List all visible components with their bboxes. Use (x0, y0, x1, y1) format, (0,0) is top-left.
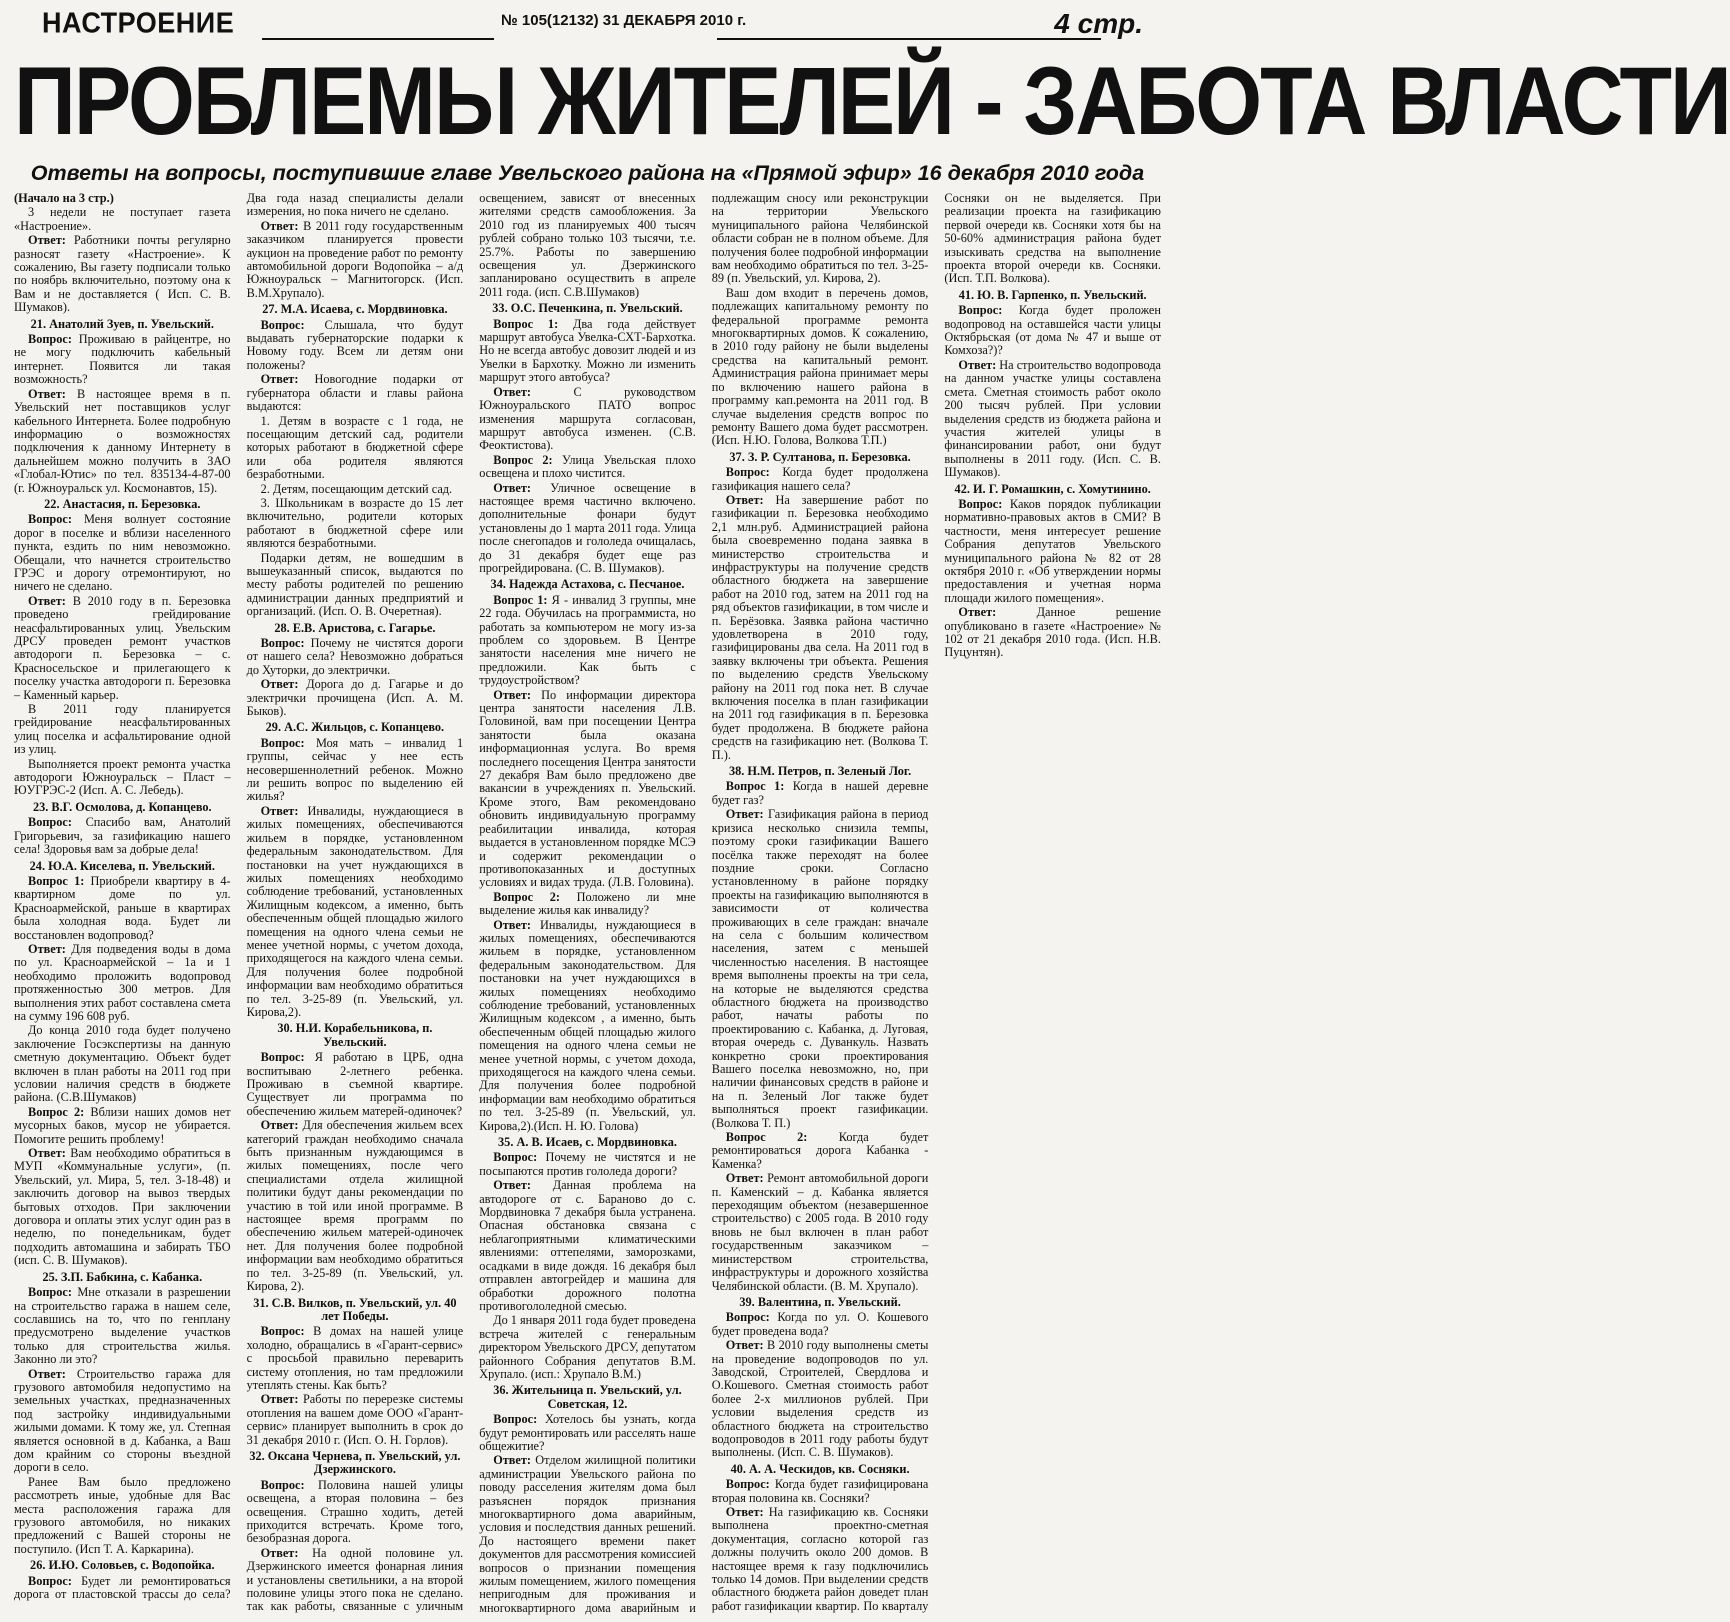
paragraph-label: Ответ: (493, 480, 532, 495)
paragraph-label: Ответ: (28, 1366, 66, 1381)
article-paragraph (247, 1119, 464, 1293)
article-paragraph (712, 1339, 929, 1460)
paragraph-text: На одной половине ул. Дзержинского имеется фонарная линия и установлены светильники, а на второй половине улицы этого пока не сделано. так как работы, связанные с уличным освещением, зависят от внесенных жителями средств самообложения. За 2010 год из планируемых 400 тысяч рублей собрано только 103 тысячи, т.е. 25.7%. Работы по завершению освещения ул. Дзержинского запланировано осуществить в апреле 2011 года. (исп. С.В.Шумаков) (246, 191, 696, 1614)
question-heading: 34. Надежда Астахова, с. Песчаное. (490, 577, 685, 592)
question-heading: 26. И.Ю. Соловьев, с. Водопойка. (30, 1558, 215, 1573)
paragraph-label: Ответ: (958, 605, 997, 620)
article-paragraph (479, 919, 696, 1134)
paragraph-text: Улица Увельская плохо освещена и плохо чистится. (479, 452, 696, 481)
paragraph-label: Ответ: (725, 492, 764, 507)
paragraph-label: Вопрос 2: (28, 1104, 85, 1119)
article-paragraph (712, 808, 929, 1130)
paragraph-text: Ремонт автомобильной дороги п. Каменский – д. Кабанка является переходящим объектом (незавершенное строительство) с 2005 года. В 2010 году вновь не был включен в план работ государственным заказчиком – министерством строительства, инфраструктуры и дорожного хозяйства Челябинской области. (В. М. Хрупало). (711, 1171, 929, 1293)
article-paragraph (247, 737, 464, 804)
paragraph-text: На строительство водопровода на данном участке улицы составлена смета. Сметная стоимость работ около 200 тысяч рублей. При условии выделения средств из бюджета района и участия жителей улицы в финансировании работ, они будут выполнены в 2011 году. (Исп. С. В. Шумаков). (944, 357, 1161, 480)
question-heading: 36. Жительница п. Увельский, ул. Советская, 12. (493, 1383, 682, 1411)
article-paragraph (247, 415, 464, 482)
paragraph-label: Ответ: (260, 372, 299, 387)
paragraph-text: В 2011 году планируется грейдирование неасфальтированных улиц поселка и асфальтирование одной из улиц. (14, 702, 231, 757)
article-paragraph (712, 287, 929, 448)
paragraph-text: Спасибо вам, Анатолий Григорьевич, за газификацию нашего села! Здоровья вам за добрые дела! (14, 815, 231, 857)
paragraph-text: Слышала, что будут выдавать губернаторские подарки к Новому году. Всем ли детям они положены? (246, 317, 464, 372)
paragraph-text: Для обеспечения жильем всех категорий граждан необходимо сначала быть признанным нуждающимся в жилых помещениях, после чего специалистами отдела жилищной политики будут даны рекомендации по участию в той или иной программе. В настоящее время программ по обеспечению жильем матерей-одиночек нет. Для получения более подробной информации вам необходимо обратиться по тел. 3-25-89 (п. Увельский, ул. Кирова, 2). (246, 1118, 464, 1294)
article-paragraph (479, 1413, 696, 1453)
paragraph-text: На газификацию кв. Сосняки выполнена проектно-сметная документация, согласно которой газ должны получить около 200 домов. В настоящее время к газу подключились только 14 домов. При выделении средств областного бюджета район доведет план работ газификации квартир. По кварталу Сосняки он не выделяется. При реализации проекта на газификацию первой очереди кв. Сосняки хотя бы на 50-60% администрация района будет изыскивать средства на выполнение проекта второй очереди кв. Сосняки. (Исп. Т.П. Волкова). (711, 191, 1161, 1613)
paragraph-label: Вопрос 1: (725, 779, 785, 794)
paragraph-label: Вопрос 1: (493, 592, 548, 607)
paragraph-text: Отделом жилищной политики администрации Увельского района по поводу расселения жителям дома был разъяснен порядок признания многоквартирного дома аварийным, условия и последствия данных решений. До настоящего времени пакет документов для рассмотрения комиссией вопросов о признании помещения жилым помещением, жилого помещения непригодным для проживания и многоквартирного дома аварийным и подлежащим сносу или реконструкции на территории Увельского муниципального района Челябинской области собран не в полном объеме. Для получения более подробной информации вам необходимо обратиться по тел. 3-25-89 (п. Увельский, ул. Кирова, 2). (479, 191, 929, 1615)
article-body (14, 192, 1161, 1622)
paragraph-label: Вопрос: (28, 1573, 72, 1588)
question-heading: 40. А. А. Ческидов, кв. Сосняки. (730, 1461, 910, 1476)
paragraph-text: Приобрели квартиру в 4-квартирном доме по ул. Красноармейской, раньше в квартирах была холодная вода. Будет ли восстановлен водопровод? (14, 873, 231, 942)
paragraph-label: Ответ: (725, 1505, 764, 1519)
question-heading: 35. А. В. Исаев, с. Мордвиновка. (498, 1135, 677, 1150)
article-paragraph (14, 875, 231, 942)
question-heading: 37. З. Р. Султанова, п. Березовка. (729, 449, 911, 464)
paragraph-label: Вопрос 1: (28, 873, 85, 888)
paragraph-label: Вопрос: (260, 1324, 305, 1339)
article-paragraph (14, 513, 231, 593)
paragraph-text: Данная проблема на автодороге от с. Бараново до с. Мордвиновка 7 декабря была устранена. Опасная обстановка связана с неблагоприятными климатическими явлениями: оттепелями, заморозками, осадками в виде дождя. 16 декабря был отправлен автогрейдер и машина для обработки дорожного полотна противогололедной смесью. (479, 1178, 696, 1313)
question-heading: 28. Е.В. Аристова, с. Гагарье. (274, 620, 436, 635)
paragraph-text: Положено ли мне выделение жилья как инвалиду? (479, 889, 696, 918)
paragraph-text: С руководством Южноуральского ПАТО вопрос изменения маршрута согласован, маршрут автобуса изменен. (С.В. Феоктистова). (479, 384, 696, 453)
question-heading: 38. Н.М. Петров, п. Зеленый Лог. (728, 764, 912, 779)
paragraph-text: Каков порядок публикации нормативно-правовых актов в СМИ? В частности, меня интересует решение Собрания депутатов Увельского муниципального района № 82 от 28 октября 2010 г. «Об утверждении нормы предоставления и учетная норма площади жилого помещения». (944, 496, 1161, 605)
paragraph-text: До 1 января 2011 года будет проведена встреча жителей с генеральным директором Увельского ДРСУ, депутатом районного Собрания депутатов В.М. Хрупало. (исп.: Хрупало В.М.) (479, 1313, 696, 1381)
question-heading: 39. Валентина, п. Увельский. (739, 1294, 901, 1309)
paragraph-text: 2. Детям, посещающим детский сад. (260, 481, 453, 496)
paragraph-label: Ответ: (260, 803, 299, 818)
question-heading: 27. М.А. Исаева, с. Мордвиновка. (262, 302, 448, 317)
question-heading: 23. В.Г. Осмолова, д. Копанцево. (32, 799, 212, 814)
article-paragraph (247, 220, 464, 300)
question-heading: 30. Н.И. Корабельникова, п. Увельский. (277, 1021, 433, 1049)
paragraph-text: В 2010 году выполнены сметы на проведение водопроводов по ул. Заводской, Строителей, Свердлова и О.Кошевого. Сметная стоимость работ более 2-х миллионов рублей. При условии выделения средств из областного бюджета на строительство водопроводов в 2011 году работы будут выполнены. (Исп. С. В. Шумаков). (711, 1338, 929, 1460)
paragraph-text: 3 недели не поступает газета «Настроение». (14, 205, 231, 233)
paragraph-label: Вопрос: (493, 1412, 538, 1427)
paragraph-label: Ответ: (493, 1453, 532, 1468)
paragraph-label: Вопрос 2: (725, 1130, 808, 1145)
paragraph-text: Когда в нашей деревне будет газ? (711, 779, 929, 807)
question-heading: 29. А.С. Жильцов, с. Копанцево. (265, 720, 445, 735)
paragraph-text: До конца 2010 года будет получено заключение Госэкспертизы на данную сметную документацию. Объект будет включен в план работы на 2011 год при условии наличия средств в бюджете района. (С.В.Шумаков) (14, 1023, 231, 1105)
article-paragraph (712, 780, 929, 807)
paragraph-text: Когда будет продолжена газификация нашего села? (711, 465, 929, 493)
article-paragraph (247, 483, 464, 496)
paragraph-text: В настоящее время в п. Увельский нет поставщиков услуг кабельного Интернета. Более подробную информацию о возможностях подключения к данному Интернету в дальнейшем можно получить в ЗАО «Глобал-Ютис» по тел. 835134-4-87-00 (г. Южноуральск ул. Космонавтов, 15). (14, 386, 231, 495)
paragraph-label: Вопрос: (958, 303, 1003, 318)
article-paragraph (247, 1393, 464, 1447)
paragraph-text: Когда по ул. О. Кошевого будет проведена вода? (711, 1310, 929, 1338)
article-paragraph (247, 373, 464, 413)
paragraph-text: Подарки детям, не вошедшим в вышеуказанный список, выдаются по месту работы родителей по решению администрации данных предприятий и организаций. (Исп. О. В. Очеретная). (246, 550, 464, 619)
article-paragraph (712, 1131, 929, 1171)
question-heading: 33. О.С. Печенкина, п. Увельский. (492, 301, 683, 316)
paragraph-label: Ответ: (493, 687, 532, 702)
paragraph-text: Будет ли ремонтироваться дорога от пластовской трассы до села? Два года назад специалисты делали измерения, но пока ничего не сделано. (14, 191, 464, 1602)
paragraph-label: Вопрос: (260, 636, 305, 650)
question-heading: 31. С.В. Вилков, п. Увельский, ул. 40 лет Победы. (253, 1295, 457, 1323)
paragraph-label: Ответ: (725, 1171, 764, 1186)
paragraph-label: Ответ: (28, 941, 66, 956)
paragraph-text: Мне отказали в разрешении на строительство гаража в нашем селе, сославшись на то, что по генплану предусмотрено выделение участков только для строительства жилья. Законно ли это? (14, 1285, 231, 1367)
article-paragraph (479, 482, 696, 576)
paragraph-label: Вопрос: (28, 1285, 72, 1300)
question-heading: 21. Анатолий Зуев, п. Увельский. (30, 316, 214, 331)
paragraph-text: Работники почты регулярно разносят газету «Настроение». К сожалению, Вы газету подписали только по ноябрь включительно, поэтому она к Вам и не доставляется ( Исп. С. В. Шумаков). (14, 233, 231, 315)
article-paragraph (479, 594, 696, 688)
article-paragraph (14, 1147, 231, 1268)
paragraph-label: Вопрос 2: (493, 452, 553, 467)
start-note: (Начало на 3 стр.) (14, 191, 114, 205)
article-paragraph (14, 234, 231, 314)
article-paragraph (479, 1314, 696, 1381)
article-paragraph (14, 1476, 231, 1556)
paragraph-label: Вопрос: (725, 465, 770, 480)
page-number: 4 стр. (1054, 8, 1143, 39)
paragraph-text: Дорога до д. Гагарье и до электрички прочищена (Исп. А. М. Быков). (246, 677, 464, 719)
paragraph-label: Ответ: (260, 1118, 299, 1133)
article-paragraph (944, 359, 1161, 480)
article-paragraph (14, 758, 231, 798)
article-paragraph (247, 497, 464, 551)
paragraph-text: В домах на нашей улице холодно, обращались в «Гарант-сервис» с просьбой правильно переварить систему отопления, но там предложили утеплять стены. Как быть? (246, 1324, 464, 1392)
article-paragraph (247, 1051, 464, 1118)
paragraph-text: Когда будет газифицирована вторая половина кв. Сосняки? (711, 1477, 929, 1505)
paragraph-label: Ответ: (493, 1178, 532, 1193)
paragraph-text: Работы по перерезке системы отопления на вашем доме ООО «Гарант-сервис» планирует выполнить в срок до 31 декабря 2010 г. (Исп. О. Н. Горлов). (246, 1392, 464, 1447)
paragraph-label: Вопрос: (958, 496, 1003, 511)
paragraph-text: В 2011 году государственным заказчиком планируется провести аукцион на проведение работ по ремонту автомобильной дороги Водопойка – а/д Южноуральск – Магнитогорск. (Исп. В.М.Хрупало). (246, 218, 464, 300)
article-paragraph (14, 1286, 231, 1366)
paragraph-text: Почему не чистятся дороги от нашего села? Невозможно добраться до Хуторки, до электрички. (246, 636, 464, 677)
masthead-rule-left (262, 38, 494, 40)
paragraph-text: Моя мать – инвалид 1 группы, сейчас у нее есть несовершеннолетний ребенок. Можно ли решить вопрос по выделению ей жилья? (246, 735, 464, 804)
article-paragraph (712, 1478, 929, 1505)
paragraph-text: 3. Школьникам в возрасте до 15 лет включительно, родители которых работают в бюджетной сфере или являются безработными. (246, 495, 464, 551)
article-paragraph (247, 319, 464, 373)
paragraph-label: Ответ: (725, 1338, 764, 1353)
article-paragraph (712, 466, 929, 493)
paragraph-text: Инвалиды, нуждающиеся в жилых помещениях, обеспечиваются жильем в порядке, установленном федеральным законодательством. Для постановки на учет нуждающихся в жилых помещениях необходимо соблюдение требований, установленных Жилищным кодексом , а именно, быть обеспеченным общей площадью жилого помещения на одного члена семьи не менее учетной нормы, с учетом дохода, приходящегося на каждого члена семьи. Для получения более подробной информации вам необходимо обратиться по тел. 3-25-89 (п. Увельский, ул. Кирова,2).(Исп. Н. Ю. Голова) (479, 917, 696, 1133)
article-paragraph (479, 1151, 696, 1178)
article-paragraph (712, 494, 929, 762)
article-paragraph (944, 498, 1161, 605)
paragraph-label: Ответ: (28, 233, 66, 248)
paragraph-label: Ответ: (260, 677, 299, 692)
paragraph-label: Ответ: (28, 1146, 66, 1161)
paragraph-text: Вам необходимо обратиться в МУП «Коммунальные услуги», (п. Увельский, ул. Мира, 5, тел. 3-18-48) и заключить договор на вывоз твердых бытовых отходов. При заключении договора и оплаты этих услуг один раз в неделю, по понедельникам, будет подходить автомашина и забирать ТБО (исп. С. В. Шумаков). (14, 1146, 231, 1268)
paragraph-label: Вопрос: (260, 1477, 305, 1492)
paragraph-text: По информации директора центра занятости населения Л.В. Головиной, вам при посещении Центра занятости была оказана информационная услуга. Во время последнего посещения Центра занятости 27 декабря Вам было предложено две вакансии в учреждениях п. Увельский. Кроме этого, Вам рекомендовано обновить индивидуальную программу реабилитации инвалида, которая выдается в установленном порядке МСЭ и содержит рекомендации о противопоказанных и доступных условиях и видах труда. (Л.В. Головина). (479, 687, 696, 890)
paragraph-label: Вопрос: (260, 317, 305, 332)
masthead-rule-right (717, 38, 1101, 40)
subheadline: Ответы на вопросы, поступившие главе Увельского района на «Прямой эфир» 16 декабря 2010 года (30, 161, 1145, 185)
paragraph-text: Уличное освещение в настоящее время частично включено. дополнительные фонари будут установлены до 1 марта 2011 года. Улица после снегопадов и гололеда очищалась, до 31 декабря будет еще раз прогрейдирована. (С. В. Шумаков). (479, 480, 696, 575)
article-paragraph (712, 1172, 929, 1293)
article-paragraph (247, 637, 464, 677)
question-heading: 22. Анастасия, п. Березовка. (44, 496, 201, 511)
article-paragraph (14, 943, 231, 1023)
headline: ПРОБЛЕМЫ ЖИТЕЛЕЙ - ЗАБОТА ВЛАСТИ (14, 48, 1730, 156)
article-paragraph (14, 595, 231, 702)
article-paragraph (944, 606, 1161, 660)
paragraph-text: Ранее Вам было предложено рассмотреть иные, удобные для Вас места расположения гаража для грузового автомобиля, но никаких предложений с Вашей стороны не поступило. (Исп Т. А. Каркарина). (14, 1474, 231, 1556)
article-paragraph (479, 454, 696, 481)
article-paragraph (479, 386, 696, 453)
paragraph-text: Хотелось бы узнать, когда будут ремонтировать или расселять наше общежитие? (479, 1412, 696, 1453)
article-paragraph (14, 1106, 231, 1146)
paragraph-text: Половина нашей улицы освещена, а вторая половина – без освещения. Страшно ходить, детей приходится встречать. Кроме того, безобразная дорога. (246, 1477, 464, 1546)
paragraph-text: Два года действует маршрут автобуса Увелка-СХТ-Бархотка. Но не всегда автобус довозит людей и из Увелки в Бархотку. Можно ли изменить маршрут этого автобуса? (479, 316, 696, 385)
paragraph-label: Ответ: (260, 218, 299, 233)
article-paragraph (247, 805, 464, 1020)
question-heading: 41. Ю. В. Гарпенко, п. Увельский. (958, 287, 1147, 302)
masthead (14, 0, 1161, 46)
article-paragraph (14, 388, 231, 495)
paragraph-label: Ответ: (493, 917, 532, 932)
article-paragraph (14, 333, 231, 387)
paragraph-label: Вопрос: (28, 512, 72, 527)
paragraph-text: Я работаю в ЦРБ, одна воспитываю 2-летнего ребенка. Проживаю в съемной квартире. Существует ли программа по обеспечению жильем матерей-одиночек? (246, 1050, 464, 1118)
paragraph-label: Вопрос: (493, 1150, 538, 1165)
paragraph-label: Ответ: (958, 357, 997, 372)
article-paragraph (944, 304, 1161, 358)
article-paragraph (14, 1024, 231, 1104)
paragraph-label: Ответ: (260, 1545, 299, 1560)
article-paragraph (479, 891, 696, 918)
article-blocks (14, 192, 1161, 1622)
paragraph-text: Когда будет проложен водопровод на оставшейся части улицы Октябрьская (от дома № 47 и выше от Комхоза?)? (944, 303, 1161, 358)
paragraph-label: Вопрос: (260, 1050, 305, 1065)
paragraph-label: Вопрос: (725, 1477, 770, 1492)
article-paragraph (247, 1325, 464, 1392)
section-name: НАСТРОЕНИЕ (42, 7, 235, 39)
paragraph-label: Вопрос 2: (493, 889, 560, 904)
article-paragraph (479, 689, 696, 890)
paragraph-text: Ваш дом входит в перечень домов, подлежащих капитальному ремонту по федеральной программе ремонта многоквартирных домов. К сожалению, в 2010 году району не были выделены средства на капитальный ремонт. Администрация района принимает меры по включению нашего района в программу кап.ремонта на 2011 год. В случае выделения средств вопрос по ремонту Вашего дома будет рассмотрен. (Исп. Н.Ю. Голова, Волкова Т.П.) (711, 285, 929, 448)
article-paragraph (247, 1479, 464, 1546)
paragraph-text: Выполняется проект ремонта участка автодороги Южноуральск – Пласт – ЮУГРЭС-2 (Исп. А. С. Лебедь). (14, 756, 231, 798)
paragraph-text: 1. Детям в возрасте с 1 года, не посещающим детский сад, родители которых работают в бюджетной сфере или оба родителя являются безработными. (246, 413, 464, 482)
paragraph-label: Вопрос 1: (493, 316, 559, 331)
article-paragraph (14, 1368, 231, 1475)
paragraph-label: Вопрос: (725, 1310, 770, 1325)
paragraph-label: Вопрос: (260, 735, 305, 750)
article-paragraph (247, 552, 464, 619)
question-heading: 32. Оксана Чернева, п. Увельский, ул. Дзержинского. (249, 1448, 461, 1477)
paragraph-label: Ответ: (28, 593, 66, 608)
article-paragraph (479, 318, 696, 385)
article-paragraph (247, 678, 464, 718)
paragraph-text: На завершение работ по газификации п. Березовка необходимо 2,1 млн.руб. Администрацией района была своевременно подана заявка в министерство строительства и инфраструктуры на получение средств областного бюджета на завершение работ на 2010 год, затем на 2011 год на ряд объектов газификации, в том числе и п. Берёзовка. Заявка района частично удовлетворена в 2010 году, газифицированы два села. На 2011 год в заявку включены три объекта. Решения по выделению средств Увельскому району на 2011 год пока нет. В случае включения поселка в план газификации на 2011 год газификация в п. Березовка будет продолжена. В бюджете района средств на газификацию нет. (Волкова Т. П.). (711, 492, 929, 762)
paragraph-text: Строительство гаража для грузового автомобиля недопустимо на земельных участках, предназначенных под застройку индивидуальными жилыми домами. К тому же, ул. Степная является основной в д. Кабанка, а Ваш дом крайним со стороны въездной дороги в село. (14, 1366, 231, 1475)
paragraph-text: Газификация района в период кризиса несколько снизила темпы, поэтому сроки газификации Вашего посёлка также переходят на более поздние сроки. Согласно установленному в районе порядку проекты на газификацию выполняются в зависимости от количества проживающих в селе граждан: вначале на села с большим количеством населения, затем с меньшей численностью населения. В настоящее время выполнены проекты на три села, на которые не выделяются средства областного бюджета на производство работ, начаты работы по проектированию с. Кабанка, д. Луговая, вторая очередь с. Дуванкуль. Назвать конкретно сроки проектирования Вашего поселка невозможно, но, при наличии финансовых средств в районе и на п. Зеленый Лог также будет выполняться проект газификации. (Волкова Т. П.) (711, 807, 929, 1130)
question-heading: 24. Ю.А. Киселева, п. Увельский. (29, 858, 215, 873)
paragraph-text: Новогодние подарки от губернатора области и главы района выдаются: (246, 372, 464, 414)
paragraph-label: Вопрос: (28, 332, 72, 347)
article-paragraph (14, 703, 231, 757)
paragraph-text: Почему не чистятся и не посыпаются против гололеда дороги? (479, 1150, 696, 1178)
question-heading: 25. З.П. Бабкина, с. Кабанка. (42, 1269, 203, 1284)
paragraph-label: Ответ: (28, 386, 66, 401)
paragraph-label: Ответ: (493, 384, 532, 399)
paragraph-text: Инвалиды, нуждающиеся в жилых помещениях, обеспечиваются жильем в порядке, установленном федеральным законодательством. Для постановки на учет нуждающихся в жилых помещениях необходимо соблюдение требований, установленных Жилищным кодексом, а именно, быть обеспеченным общей площадью жилого помещения на одного члена семьи не менее учетной нормы, с учетом дохода, приходящегося на каждого члена семьи. Для получения более подробной информации вам необходимо обратиться по тел. 3-25-89 (п. Увельский, ул. Кирова,2). (246, 803, 464, 1019)
paragraph-text: Я - инвалид 3 группы, мне 22 года. Обучилась на программиста, но работать за компьютером не могу из-за проблем со здоровьем. В Центре занятости населения мне ничего не предложили. Как быть с трудоустройством? (479, 592, 696, 688)
article-paragraph (14, 816, 231, 856)
paragraph-label: Вопрос: (28, 815, 72, 830)
article-paragraph (14, 206, 231, 233)
paragraph-label: Ответ: (260, 1392, 299, 1407)
article-paragraph (712, 1311, 929, 1338)
issue-line: № 105(12132) 31 ДЕКАБРЯ 2010 г. (501, 12, 747, 29)
paragraph-text: Когда будет ремонтироваться дорога Кабанка - Каменка? (711, 1130, 929, 1171)
paragraph-text: Проживаю в райцентре, но не могу подключить кабельный интернет. Появится ли такая возможность? (14, 332, 231, 387)
paragraph-label: Ответ: (725, 807, 764, 822)
paragraph-text: Вблизи наших домов нет мусорных баков, мусор не убирается. Помогите решить проблему! (14, 1104, 231, 1146)
paragraph-text: Меня волнует состояние дорог в поселке и вблизи населенного пункта, ездить по ним невозможно. Обещали, что начнется строительство ГРЭС и дорогу отремонтируют, но ничего не сделано. (14, 512, 231, 594)
paragraph-text: Данное решение опубликовано в газете «Настроение» № 102 от 21 декабря 2010 года. (Исп. Н.В. Пуцунтян). (944, 605, 1161, 660)
article-paragraph (479, 1179, 696, 1313)
question-heading: 42. И. Г. Ромашкин, с. Хомутинино. (954, 481, 1151, 496)
paragraph-text: Для подведения воды в дома по ул. Красноармейской – 1а и 1 необходимо проложить водопровод протяженностью 300 метров. Для выполнения этих работ составлена смета на сумму 196 608 руб. (14, 941, 231, 1023)
paragraph-text: В 2010 году в п. Березовка проведено грейдирование неасфальтированных улиц. Увельским ДРСУ проведен ремонт участков автодороги п. Березовка – с. Красносельское и прилегающего к поселку участка автодороги п. Березовка – Каменный карьер. (14, 593, 231, 702)
